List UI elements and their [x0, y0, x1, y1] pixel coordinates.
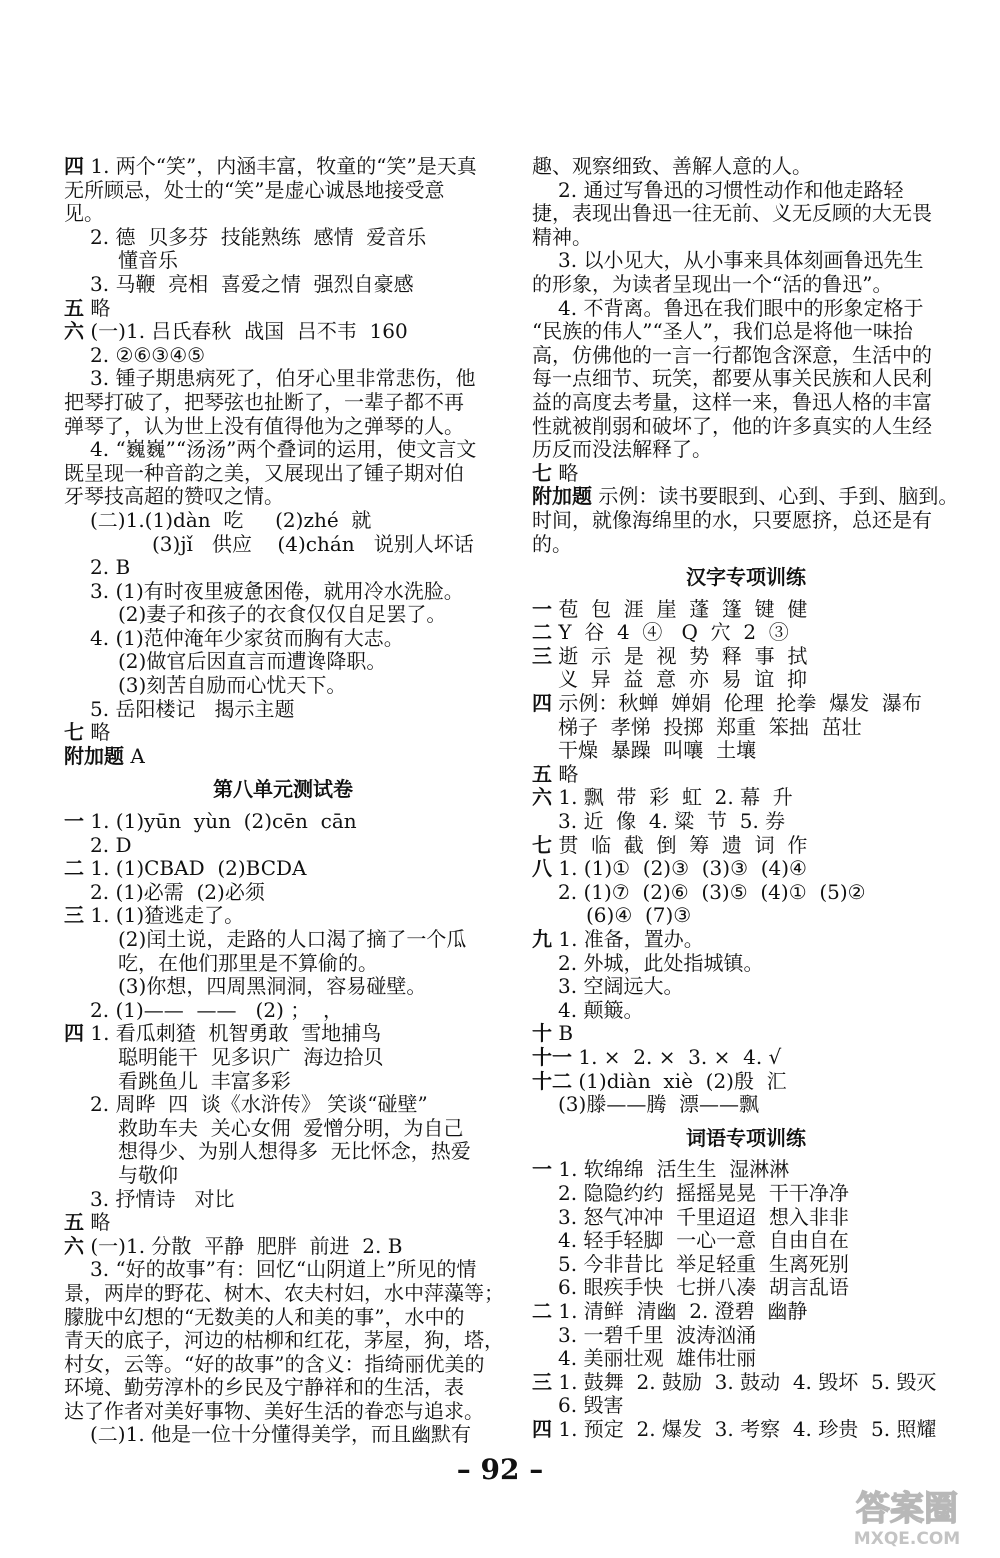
answer-line: (3)jǐ 供应 (4)chán 说别人坏话 — [152, 531, 474, 556]
answer-item — [532, 1046, 960, 1070]
answer-item — [64, 745, 502, 769]
question-number: 七 — [532, 460, 552, 485]
answer-line: 2. (1)—— —— (2) ； ， — [90, 997, 343, 1022]
answer-line: 干燥 暴躁 叫嚷 土壤 — [558, 738, 757, 763]
answer-line: 达了作者对美好事物、美好生活的眷恋与追求。 — [64, 1398, 484, 1423]
question-number: 附加题 — [64, 743, 124, 768]
answer-text: 略 — [90, 1210, 111, 1235]
answer-line: 见。 — [64, 201, 104, 226]
answer-line: 6. 毁害 — [558, 1393, 624, 1418]
answer-item — [532, 645, 960, 669]
answer-line: 2. 外城，此处指城镇。 — [558, 950, 764, 975]
answer-line: 3. “好的故事”有：回忆“山阴道上”所见的情 — [90, 1257, 477, 1282]
question-number: 八 — [532, 856, 552, 881]
answer-line: (2)做官后因直言而遭谗降职。 — [118, 649, 387, 674]
answer-text: 1. 预定 2. 爆发 3. 考察 4. 珍贵 5. 照耀 — [558, 1416, 937, 1441]
answer-line: 5. 今非昔比 举足轻重 生离死别 — [558, 1251, 849, 1276]
answer-line: 看跳鱼儿 丰富多彩 — [118, 1068, 291, 1093]
answer-text: 1. (1)① (2)③ (3)③ (4)④ — [558, 856, 807, 881]
left-column — [64, 155, 502, 1447]
answer-line: 4. 颠簸。 — [558, 997, 644, 1022]
answer-line: 把琴打破了，把琴弦也扯断了，一辈子都不再 — [64, 389, 464, 414]
answer-item — [64, 155, 502, 179]
answer-item — [532, 462, 960, 486]
question-number: 附加题 — [532, 484, 592, 509]
answer-item — [532, 1300, 960, 1324]
answer-item — [64, 1235, 502, 1259]
answer-line: 青天的底子，河边的枯柳和红花，茅屋，狗，塔， — [64, 1328, 504, 1353]
answer-line: 3. 空阔远大。 — [558, 974, 684, 999]
answer-item — [64, 1022, 502, 1046]
answer-text: (一)1. 分散 平静 肥胖 前进 2. B — [90, 1233, 403, 1258]
answer-line: 弹琴了，认为世上没有值得他为之弹琴的人。 — [64, 413, 464, 438]
answer-line: 2. 通过写鲁迅的习惯性动作和他走路轻 — [558, 177, 904, 202]
right-column — [532, 155, 960, 1441]
answer-text: 1. 飘 带 彩 虹 2. 幕 升 — [558, 785, 793, 810]
section-heading: 汉字专项训练 — [686, 565, 806, 590]
question-number: 四 — [532, 691, 552, 716]
answer-line: 无所顾忌，处士的“笑”是虚心诚恳地接受意 — [64, 177, 445, 202]
question-number: 二 — [64, 856, 84, 881]
question-number: 七 — [64, 720, 84, 745]
answer-line: 性就被削弱和破坏了，他的许多真实的人生经 — [532, 413, 932, 438]
answer-text: 示例：秋蝉 婵娟 伦理 抡拳 爆发 瀑布 — [558, 691, 922, 716]
answer-line: 牙琴技高超的赞叹之情。 — [64, 484, 284, 509]
watermark-text: 答案圈 — [856, 1489, 958, 1529]
question-number: 三 — [64, 903, 84, 928]
answer-text: 1. 两个“笑”，内涵丰富，牧童的“笑”是天真 — [90, 154, 477, 178]
watermark-url: MXQE.COM — [853, 1529, 961, 1548]
answer-line: 村女，云等。“好的故事”的含义：指绮丽优美的 — [64, 1351, 485, 1376]
answer-line: 时间，就像海绵里的水，只要愿挤，总还是有 — [532, 507, 932, 532]
answer-item — [532, 763, 960, 787]
answer-text: 1. 看瓜刺猹 机智勇敢 雪地捕鸟 — [90, 1021, 382, 1046]
answer-line: 2. ②⑥③④⑤ — [90, 342, 206, 367]
answer-line: 3. 怒气冲冲 千里迢迢 想入非非 — [558, 1204, 849, 1229]
answer-line: 历反而没法解释了。 — [532, 437, 712, 462]
answer-text: 苞 包 涯 崖 蓬 篷 键 健 — [558, 596, 808, 621]
question-number: 六 — [64, 1233, 84, 1258]
answer-line: 环境、勤劳淳朴的乡民及宁静祥和的生活，表 — [64, 1375, 464, 1400]
answer-item — [64, 1211, 502, 1235]
answer-text: 示例：读书要眼到、心到、手到、脑到。 — [598, 484, 959, 509]
answer-text: (1)diàn xiè (2)殷 汇 — [578, 1068, 787, 1093]
answer-text: 1. (1)猹逃走了。 — [90, 903, 245, 928]
answer-item — [532, 692, 960, 716]
answer-item — [64, 857, 502, 881]
answer-line: 4. 美丽壮观 雄伟壮丽 — [558, 1346, 757, 1371]
answer-line: 2. B — [90, 555, 131, 580]
answer-line: 3. 锺子期患病死了，伯牙心里非常悲伤，他 — [90, 366, 476, 391]
answer-item — [532, 857, 960, 881]
answer-line: 与敬仰 — [118, 1162, 178, 1187]
question-number: 三 — [532, 643, 552, 668]
answer-item — [532, 834, 960, 858]
answer-item — [532, 1418, 960, 1442]
answer-item — [64, 810, 502, 834]
answer-text: 略 — [558, 460, 579, 485]
answer-line: 朦胧中幻想的“无数美的人和美的事”，水中的 — [64, 1304, 465, 1329]
answer-line: 3. 马鞭 亮相 喜爱之情 强烈自豪感 — [90, 271, 414, 296]
answer-text: 逝 示 是 视 势 释 事 拭 — [558, 643, 808, 668]
answer-item — [532, 1070, 960, 1094]
answer-line: 2. 周晔 四 谈《水浒传》 笑谈“碰壁” — [90, 1092, 428, 1117]
page-number: – 92 – — [456, 1453, 544, 1486]
answer-line: 2. 德 贝多芬 技能熟练 感情 爱音乐 — [90, 224, 427, 249]
answer-item — [532, 1371, 960, 1395]
question-number: 九 — [532, 927, 552, 951]
answer-item — [532, 928, 960, 952]
answer-line: (二)1. 他是一位十分懂得美学，而且幽默有 — [90, 1422, 472, 1447]
answer-line: 想得少、为别人想得多 无比怀念，热爱 — [118, 1139, 471, 1164]
answer-line: 吃，在他们那里是不算偷的。 — [118, 950, 378, 975]
answer-text: 1. 清鲜 清幽 2. 澄碧 幽静 — [558, 1298, 808, 1323]
answer-item — [64, 297, 502, 321]
answer-text: (一)1. 吕氏春秋 战国 吕不韦 160 — [90, 319, 408, 344]
answer-item — [532, 485, 960, 509]
answer-text: 1. 准备，置办。 — [558, 927, 704, 951]
answer-item — [532, 1158, 960, 1182]
answer-line: 6. 眼疾手快 七拼八凑 胡言乱语 — [558, 1275, 849, 1300]
question-number: 二 — [532, 620, 552, 645]
answer-item — [532, 598, 960, 622]
answer-line: (3)滕——腾 漂——飘 — [558, 1092, 760, 1117]
answer-line: (2)妻子和孩子的衣食仅仅自足罢了。 — [118, 602, 447, 627]
answer-line: “民族的伟人”“圣人”，我们总是将他一味抬 — [532, 319, 913, 344]
question-number: 十 — [532, 1021, 552, 1046]
question-number: 二 — [532, 1298, 552, 1323]
answer-line: 4. 不背离。鲁迅在我们眼中的形象定格于 — [558, 295, 924, 320]
answer-text: 1. 鼓舞 2. 鼓励 3. 鼓动 4. 毁坏 5. 毁灭 — [558, 1369, 937, 1394]
answer-item — [64, 320, 502, 344]
answer-line: (2)闰土说，走路的人口渴了摘了一个瓜 — [118, 927, 467, 951]
answer-line: 3. (1)有时夜里疲惫困倦，就用冷水洗脸。 — [90, 578, 464, 603]
question-number: 一 — [532, 596, 552, 621]
answer-text: 1. (1)CBAD (2)BCDA — [90, 856, 307, 881]
answer-text: Y 谷 4 ④ Q 穴 2 ③ — [558, 620, 789, 645]
answer-line: 的形象，为读者呈现出一个“活的鲁迅”。 — [532, 271, 893, 296]
question-number: 十一 — [532, 1044, 572, 1069]
question-number: 一 — [532, 1157, 552, 1182]
answer-text: A — [130, 743, 145, 768]
answer-line: 3. 一碧千里 波涛汹涌 — [558, 1322, 757, 1347]
question-number: 五 — [64, 295, 84, 320]
section-heading: 词语专项训练 — [686, 1125, 806, 1150]
answer-line: 懂音乐 — [118, 248, 178, 273]
answer-line: 4. 轻手轻脚 一心一意 自由自在 — [558, 1228, 849, 1253]
answer-item — [64, 904, 502, 928]
answer-line: 益的高度去考量，这样一来，鲁迅人格的丰富 — [532, 389, 932, 414]
section-heading: 第八单元测试卷 — [213, 777, 353, 802]
answer-line: 精神。 — [532, 224, 592, 249]
answer-line: 捷，表现出鲁迅一往无前、义无反顾的大无畏 — [532, 201, 932, 226]
answer-line: 趣、观察细致、善解人意的人。 — [532, 154, 812, 178]
question-number: 四 — [64, 1021, 84, 1046]
answer-text: 略 — [90, 720, 111, 745]
question-number: 六 — [64, 319, 84, 344]
answer-text: B — [558, 1021, 574, 1046]
question-number: 一 — [64, 809, 84, 834]
answer-line: 的。 — [532, 531, 572, 556]
answer-line: (3)你想，四周黑洞洞，容易碰壁。 — [118, 974, 427, 999]
answer-line: 2. (1)必需 (2)必须 — [90, 879, 265, 904]
answer-line: 2. 隐隐约约 摇摇晃晃 干干净净 — [558, 1180, 849, 1205]
answer-line: 5. 岳阳楼记 揭示主题 — [90, 696, 295, 721]
answer-text: 略 — [558, 761, 579, 786]
question-number: 四 — [64, 154, 84, 178]
question-number: 四 — [532, 1416, 552, 1441]
answer-line: 景，两岸的野花、树木、农夫村妇，水中萍藻等； — [64, 1280, 504, 1305]
answer-line: 3. 近 像 4. 粱 节 5. 券 — [558, 809, 786, 834]
answer-item — [64, 721, 502, 745]
question-number: 五 — [64, 1210, 84, 1235]
watermark-logo — [828, 1486, 986, 1548]
answer-item — [532, 1022, 960, 1046]
question-number: 五 — [532, 761, 552, 786]
answer-line: (3)刻苦自励而心忧天下。 — [118, 673, 347, 698]
answer-line: 4. (1)范仲淹年少家贫而胸有大志。 — [90, 625, 404, 650]
answer-line: 聪明能干 见多识广 海边拾贝 — [118, 1044, 384, 1069]
answer-line: 既呈现一种音韵之美，又展现出了锺子期对伯 — [64, 460, 464, 485]
question-number: 六 — [532, 785, 552, 810]
question-number: 七 — [532, 832, 552, 857]
answer-text: 1. (1)yūn yùn (2)cēn cān — [90, 809, 357, 834]
answer-line: 救助车夫 关心女佣 爱憎分明，为自己 — [118, 1115, 464, 1140]
answer-text: 贯 临 截 倒 筹 遗 词 作 — [558, 832, 808, 857]
answer-item — [532, 786, 960, 810]
question-number: 三 — [532, 1369, 552, 1394]
answer-item — [532, 621, 960, 645]
answer-line: 每一点细节、玩笑，都要从事关民族和人民利 — [532, 366, 932, 391]
answer-line: 义 异 益 意 亦 易 谊 抑 — [558, 667, 808, 692]
answer-line: 2. D — [90, 832, 132, 857]
answer-line: 2. (1)⑦ (2)⑥ (3)⑤ (4)① (5)② — [558, 879, 866, 904]
answer-line: (二)1.(1)dàn 吃 (2)zhé 就 — [90, 507, 372, 532]
answer-line: (6)④ (7)③ — [586, 903, 692, 928]
answer-line: 梯子 孝悌 投掷 郑重 笨拙 茁壮 — [558, 714, 862, 739]
answer-line: 3. 抒情诗 对比 — [90, 1186, 235, 1211]
answer-text: 略 — [90, 295, 111, 320]
question-number: 十二 — [532, 1068, 572, 1093]
answer-line: 4. “巍巍”“汤汤”两个叠词的运用，使文言文 — [90, 437, 477, 462]
answer-text: 1. 软绵绵 活生生 湿淋淋 — [558, 1157, 790, 1182]
answer-line: 高，仿佛他的一言一行都饱含深意，生活中的 — [532, 342, 932, 367]
answer-text: 1. × 2. × 3. × 4. √ — [578, 1044, 782, 1069]
answer-line: 3. 以小见大，从小事来具体刻画鲁迅先生 — [558, 248, 924, 273]
